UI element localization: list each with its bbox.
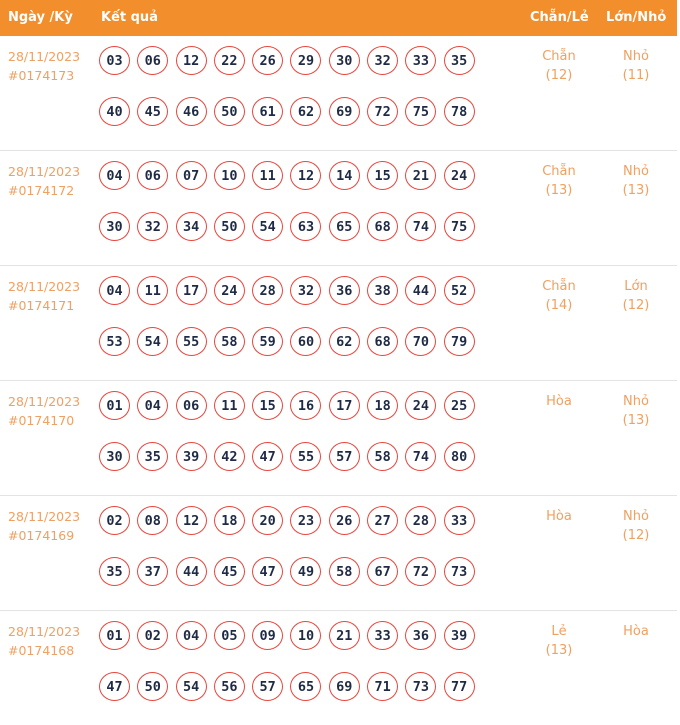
result-numbers [99,46,484,126]
header-date-label: Ngày /Kỳ [8,10,73,25]
even-odd-label: Hòa [546,394,572,409]
big-small-label: Lớn [624,279,648,294]
even-odd-result [531,392,587,411]
number-ball: 69 [329,97,360,126]
number-ball: 68 [367,212,398,241]
number-ball: 39 [444,621,475,650]
even-odd-count: (13) [545,643,573,658]
number-ball: 24 [214,276,245,305]
number-ball: 68 [367,327,398,356]
number-ball: 21 [329,621,360,650]
even-odd-label: Chẵn [542,164,576,179]
number-ball: 33 [405,46,436,75]
big-small-result [608,47,664,85]
big-small-label: Hòa [623,624,649,639]
result-numbers [99,161,484,241]
number-ball: 08 [137,506,168,535]
number-ball: 04 [137,391,168,420]
number-ball: 44 [405,276,436,305]
number-ball: 06 [176,391,207,420]
big-small-result [608,622,664,641]
draw-info [8,162,80,200]
number-ball: 58 [367,442,398,471]
number-ball: 12 [176,46,207,75]
number-ball: 73 [405,672,436,701]
number-ball: 69 [329,672,360,701]
number-ball: 02 [99,506,130,535]
result-numbers [99,506,484,586]
table-row [0,266,677,381]
table-row [0,151,677,266]
number-ball: 60 [290,327,321,356]
draw-date: 28/11/2023 [8,509,81,524]
draw-id: #0174170 [8,413,75,428]
number-ball: 28 [252,276,283,305]
number-ball: 80 [444,442,475,471]
number-ball: 35 [444,46,475,75]
number-ball: 57 [329,442,360,471]
number-ball: 47 [252,557,283,586]
number-ball: 06 [137,46,168,75]
number-ball: 77 [444,672,475,701]
number-ball: 27 [367,506,398,535]
even-odd-label: Chẵn [542,279,576,294]
number-ball: 18 [214,506,245,535]
big-small-count: (13) [622,183,650,198]
number-ball: 22 [214,46,245,75]
draw-id: #0174172 [8,183,75,198]
number-ball: 62 [329,327,360,356]
number-ball: 59 [252,327,283,356]
table-header [0,0,677,36]
number-ball: 74 [405,442,436,471]
number-ball: 47 [252,442,283,471]
table-body [0,36,677,725]
number-ball: 26 [252,46,283,75]
number-ball: 47 [99,672,130,701]
number-ball: 14 [329,161,360,190]
number-ball: 04 [176,621,207,650]
number-ball: 01 [99,621,130,650]
big-small-count: (12) [622,298,650,313]
number-ball: 11 [214,391,245,420]
table-row [0,381,677,496]
number-ball: 53 [99,327,130,356]
draw-info [8,622,80,660]
number-ball: 11 [137,276,168,305]
number-ball: 73 [444,557,475,586]
even-odd-label: Hòa [546,509,572,524]
big-small-count: (13) [622,413,650,428]
number-ball: 70 [405,327,436,356]
number-ball: 33 [444,506,475,535]
number-ball: 04 [99,276,130,305]
number-ball: 15 [367,161,398,190]
number-ball: 49 [290,557,321,586]
draw-id: #0174168 [8,643,75,658]
even-odd-result [531,47,587,85]
number-ball: 46 [176,97,207,126]
number-ball: 72 [405,557,436,586]
result-numbers [99,391,484,471]
result-numbers [99,621,484,701]
number-ball: 12 [290,161,321,190]
header-even-odd-label: Chẵn/Lẻ [530,10,589,25]
number-ball: 10 [214,161,245,190]
number-ball: 37 [137,557,168,586]
number-ball: 71 [367,672,398,701]
number-ball: 05 [214,621,245,650]
number-ball: 40 [99,97,130,126]
even-odd-result [531,277,587,315]
even-odd-label: Chẵn [542,49,576,64]
number-ball: 38 [367,276,398,305]
number-ball: 11 [252,161,283,190]
even-odd-result [531,622,587,660]
number-ball: 30 [99,442,130,471]
number-ball: 21 [405,161,436,190]
even-odd-count: (14) [545,298,573,313]
number-ball: 12 [176,506,207,535]
number-ball: 58 [329,557,360,586]
draw-date: 28/11/2023 [8,49,81,64]
number-ball: 72 [367,97,398,126]
number-ball: 36 [405,621,436,650]
big-small-label: Nhỏ [623,394,649,409]
number-ball: 04 [99,161,130,190]
number-ball: 09 [252,621,283,650]
big-small-label: Nhỏ [623,509,649,524]
number-ball: 30 [329,46,360,75]
number-ball: 30 [99,212,130,241]
number-ball: 29 [290,46,321,75]
even-odd-count: (12) [545,68,573,83]
number-ball: 18 [367,391,398,420]
number-ball: 02 [137,621,168,650]
draw-date: 28/11/2023 [8,624,81,639]
number-ball: 75 [405,97,436,126]
table-row [0,36,677,151]
number-ball: 57 [252,672,283,701]
number-ball: 20 [252,506,283,535]
table-row [0,496,677,611]
number-ball: 54 [137,327,168,356]
number-ball: 67 [367,557,398,586]
draw-date: 28/11/2023 [8,164,81,179]
table-row [0,611,677,725]
number-ball: 42 [214,442,245,471]
number-ball: 17 [176,276,207,305]
big-small-result [608,277,664,315]
number-ball: 54 [252,212,283,241]
number-ball: 35 [137,442,168,471]
draw-id: #0174171 [8,298,75,313]
even-odd-result [531,507,587,526]
number-ball: 23 [290,506,321,535]
draw-info [8,47,80,85]
number-ball: 32 [290,276,321,305]
number-ball: 45 [137,97,168,126]
number-ball: 10 [290,621,321,650]
number-ball: 39 [176,442,207,471]
number-ball: 63 [290,212,321,241]
number-ball: 16 [290,391,321,420]
draw-info [8,277,80,315]
number-ball: 55 [290,442,321,471]
number-ball: 61 [252,97,283,126]
number-ball: 44 [176,557,207,586]
draw-date: 28/11/2023 [8,394,81,409]
number-ball: 25 [444,391,475,420]
number-ball: 03 [99,46,130,75]
number-ball: 36 [329,276,360,305]
draw-info [8,392,80,430]
big-small-label: Nhỏ [623,164,649,179]
big-small-count: (11) [622,68,650,83]
number-ball: 28 [405,506,436,535]
number-ball: 07 [176,161,207,190]
big-small-result [608,507,664,545]
number-ball: 34 [176,212,207,241]
number-ball: 75 [444,212,475,241]
number-ball: 32 [367,46,398,75]
big-small-count: (12) [622,528,650,543]
header-big-small-label: Lớn/Nhỏ [606,10,667,25]
number-ball: 26 [329,506,360,535]
number-ball: 54 [176,672,207,701]
number-ball: 78 [444,97,475,126]
number-ball: 56 [214,672,245,701]
number-ball: 15 [252,391,283,420]
number-ball: 50 [137,672,168,701]
number-ball: 74 [405,212,436,241]
number-ball: 62 [290,97,321,126]
big-small-label: Nhỏ [623,49,649,64]
number-ball: 50 [214,212,245,241]
even-odd-result [531,162,587,200]
number-ball: 52 [444,276,475,305]
number-ball: 50 [214,97,245,126]
number-ball: 79 [444,327,475,356]
number-ball: 65 [329,212,360,241]
number-ball: 24 [405,391,436,420]
number-ball: 33 [367,621,398,650]
header-result-label: Kết quả [101,10,158,25]
even-odd-label: Lẻ [551,624,567,639]
big-small-result [608,162,664,200]
number-ball: 17 [329,391,360,420]
number-ball: 55 [176,327,207,356]
number-ball: 24 [444,161,475,190]
number-ball: 06 [137,161,168,190]
draw-id: #0174173 [8,68,75,83]
number-ball: 65 [290,672,321,701]
number-ball: 58 [214,327,245,356]
number-ball: 32 [137,212,168,241]
draw-id: #0174169 [8,528,75,543]
draw-info [8,507,80,545]
number-ball: 01 [99,391,130,420]
big-small-result [608,392,664,430]
result-numbers [99,276,484,356]
even-odd-count: (13) [545,183,573,198]
draw-date: 28/11/2023 [8,279,81,294]
number-ball: 45 [214,557,245,586]
number-ball: 35 [99,557,130,586]
